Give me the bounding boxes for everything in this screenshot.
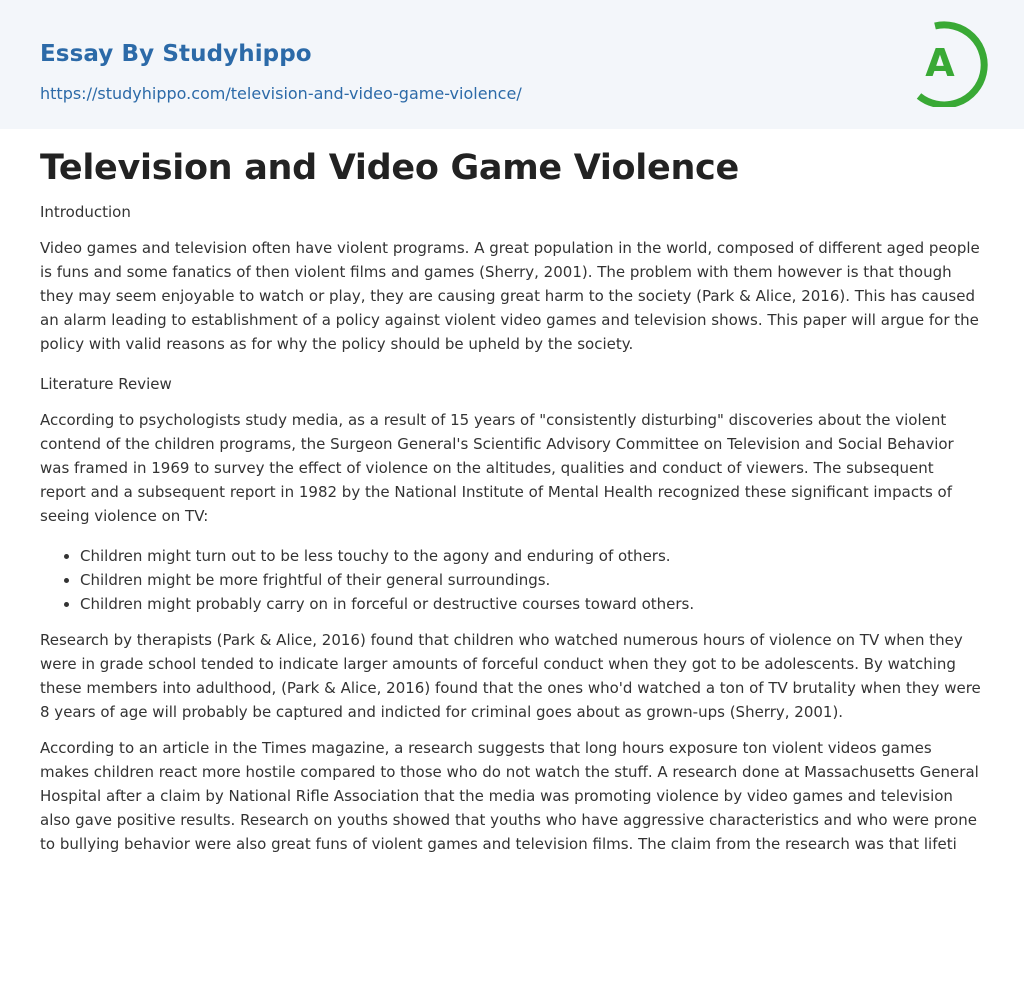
list-item: • Children might probably carry on in forceful or destructive courses toward others.: [80, 592, 984, 616]
list-item: • Children might be more frightful of their general surroundings.: [80, 568, 984, 592]
paragraph-literature-3: According to an article in the Times magazine, a research suggests that long hours exposure ton violent videos games makes children react more hostile compared to those who do not watch the stuff. A research done at Massachusetts General Hospital after a claim by National Rifle Association that the media was promoting violence by video games and television also gave positive results. Research on youths showed that youths who have aggressive characteristics and who were prone to bullying behavior were also great funs of violent games and television films. The claim from the research was that lifeti: [40, 739, 979, 853]
letter-a-circle-logo-icon[interactable]: [905, 17, 991, 107]
impacts-list: [40, 544, 984, 616]
list-item: • Children might turn out to be less touchy to the agony and enduring of others.: [80, 544, 984, 568]
section-heading-literature-review: Literature Review: [40, 375, 172, 393]
essay-url-link[interactable]: https://studyhippo.com/television-and-video-game-violence/: [40, 84, 522, 103]
paragraph-literature-2: Research by therapists (Park & Alice, 2016) found that children who watched numerous hours of violence on TV when they were in grade school tended to indicate larger amounts of forceful conduct when they got to be adolescents. By watching these members into adulthood, (Park & Alice, 2016) found that the ones who'd watched a ton of TV brutality when they were 8 years of age will probably be captured and indicted for criminal goes about as grown-ups (Sherry, 2001).: [40, 631, 981, 721]
logo-letter: A: [925, 41, 955, 85]
paragraph-literature-1: According to psychologists study media, as a result of 15 years of "consistently disturbing" discoveries about the violent contend of the children programs, the Surgeon General's Scientific Advisory Committee on Television and Social Behavior was framed in 1969 to survey the effect of violence on the altitudes, qualities and conduct of viewers. The subsequent report and a subsequent report in 1982 by the National Institute of Mental Health recognized these significant impacts of seeing violence on TV:: [40, 411, 954, 525]
essay-title: Television and Video Game Violence: [40, 148, 739, 188]
paragraph-introduction: Video games and television often have violent programs. A great population in the world, composed of different aged people is funs and some fanatics of then violent films and games (Sherry, 2001). The problem with them however is that though they may seem enjoyable to watch or play, they are causing great harm to the society (Park & Alice, 2016). This has caused an alarm leading to establishment of a policy against violent video games and television shows. This paper will argue for the policy with valid reasons as for why the policy should be upheld by the society.: [40, 239, 980, 353]
site-brand[interactable]: Essay By Studyhippo: [40, 41, 312, 67]
site-header: [0, 0, 1024, 129]
section-heading-introduction: Introduction: [40, 203, 131, 221]
essay-content: [40, 146, 984, 856]
